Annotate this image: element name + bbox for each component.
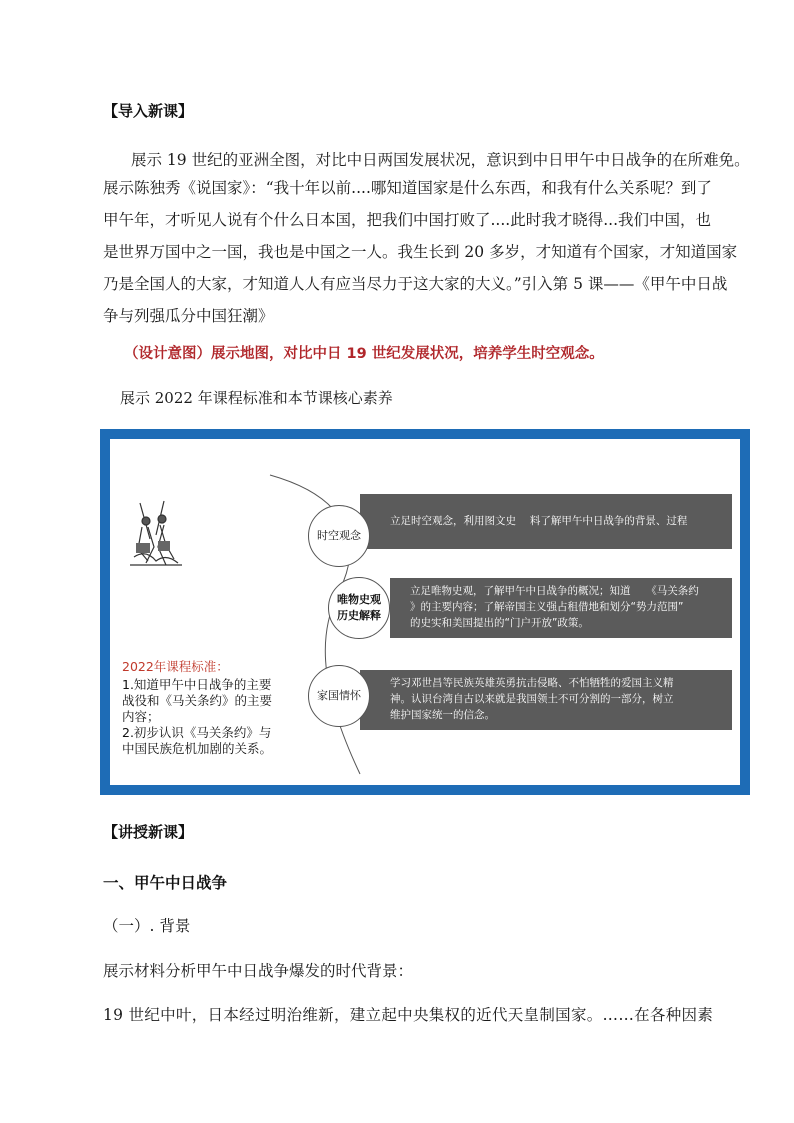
literacy-bar-patriotism [360, 670, 732, 730]
literacy-text-materialism-2: 》的主要内容；了解帝国主义强占租借地和划分“势力范围” [410, 601, 684, 613]
figure-canvas [110, 439, 740, 785]
standard-title: 2022年课程标准： [122, 659, 229, 674]
intro-line-5: 乃是全国人的大家，才知道人人有应当尽力于这大家的大义。”引入第 5 课——《甲午中日战 [103, 275, 728, 293]
standard-line-3: 内容； [122, 709, 160, 724]
literacy-bar-materialism [390, 578, 732, 638]
circle-label-spacetime: 时空观念 [317, 529, 361, 542]
core-literacy-figure [100, 429, 750, 795]
literacy-text-spacetime: 立足时空观念，利用图文史 料了解甲午中日战争的背景、过程 [390, 515, 688, 527]
intro-line-4: 是世界万国中之一国，我也是中国之一人。我生长到 20 多岁，才知道有个国家，才知道国家 [103, 243, 738, 261]
circle-label-patriotism: 家国情怀 [317, 689, 361, 702]
intro-line-6: 争与列强瓜分中国狂潮》 [103, 307, 274, 325]
literacy-text-patriotism-1: 学习邓世昌等民族英雄英勇抗击侵略、不怕牺牲的爱国主义精 [390, 677, 674, 689]
standard-line-4: 2.初步认识《马关条约》与 [122, 725, 272, 740]
circle-spacetime [308, 505, 370, 567]
standard-line-1: 1.知道甲午中日战争的主要 [122, 677, 272, 692]
section-title: 一、甲午中日战争 [103, 874, 228, 892]
literacy-bar-spacetime [360, 494, 732, 549]
intro-line-1: 展示 19 世纪的亚洲全图，对比中日两国发展状况，意识到中日甲午中日战争的在所难免。 [131, 151, 750, 169]
literacy-text-patriotism-3: 维护国家统一的信念。 [390, 709, 495, 721]
lesson-heading: 【讲授新课】 [103, 823, 194, 841]
literacy-text-materialism-3: 的史实和美国提出的“门户开放”政策。 [410, 617, 589, 629]
circle-label-materialism-1: 唯物史观 [337, 593, 381, 606]
circle-label-materialism-2: 历史解释 [337, 609, 381, 622]
standards-caption: 展示 2022 年课程标准和本节课核心素养 [120, 389, 393, 407]
design-intent: （设计意图）展示地图，对比中日 19 世纪发展状况，培养学生时空观念。 [124, 346, 604, 362]
literacy-text-materialism-1: 立足唯物史观，了解甲午中日战争的概况；知道 《马关条约 [410, 585, 699, 597]
circle-materialism [328, 577, 390, 639]
material-intro: 展示材料分析甲午中日战争爆发的时代背景： [103, 962, 414, 980]
material-line: 19 世纪中叶，日本经过明治维新，建立起中央集权的近代天皇制国家。……在各种因素 [103, 1006, 714, 1024]
literacy-text-patriotism-2: 神。认识台湾自古以来就是我国领土不可分割的一部分，树立 [390, 693, 674, 705]
intro-heading: 【导入新课】 [103, 102, 194, 120]
standard-line-2: 战役和《马关条约》的主要 [122, 693, 273, 708]
circle-patriotism [308, 665, 370, 727]
subsection-title: （一）. 背景 [103, 917, 191, 935]
intro-line-3: 甲午年，才听见人说有个什么日本国，把我们中国打败了....此时我才晓得...我们中国，也 [103, 211, 711, 229]
standard-line-5: 中国民族危机加剧的关系。 [122, 741, 273, 756]
intro-line-2: 展示陈独秀《说国家》：“我十年以前....哪知道国家是什么东西，和我有什么关系呢？到了 [103, 179, 712, 197]
